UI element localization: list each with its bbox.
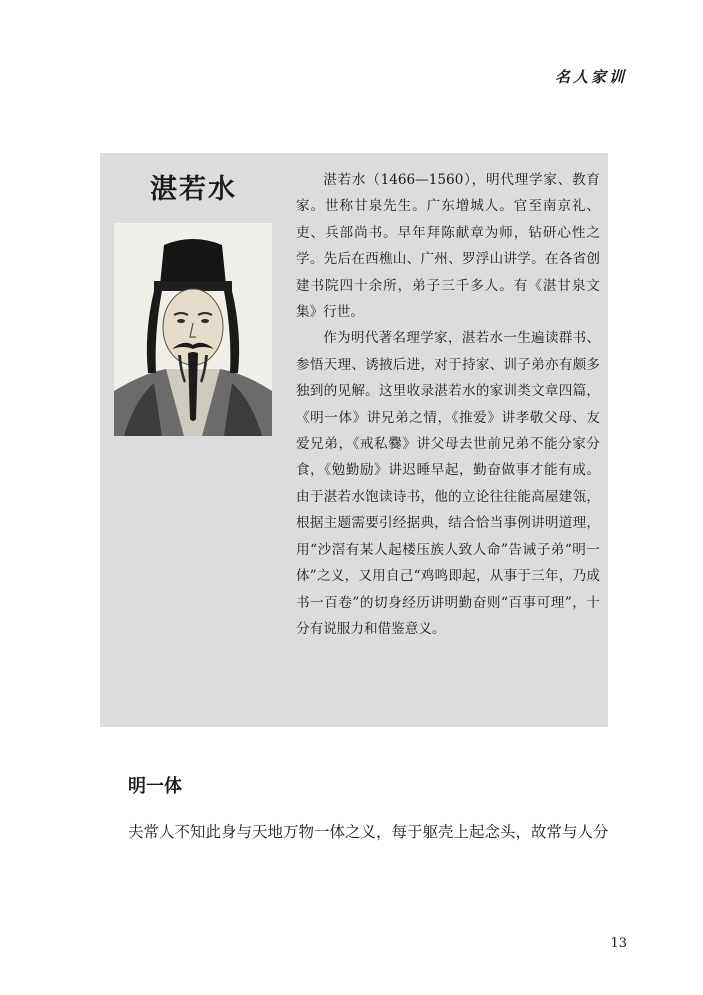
biography-text (296, 167, 600, 642)
bio-paragraph-1: 湛若水（1466—1560），明代理学家、教育家。世称甘泉先生。广东增城人。官至南京礼、吏、兵部尚书。早年拜陈献章为师，钻研心性之学。先后在西樵山、广州、罗浮山讲学。在各省创建书院四十余所，弟子三千多人。有《湛甘泉文集》行世。 (296, 172, 600, 321)
section-title: 明一体 (128, 776, 182, 797)
bio-paragraph-2: 作为明代著名理学家，湛若水一生遍读群书、参悟天理、诱掖后进，对于持家、训子弟亦有颇多独到的见解。这里收录湛若水的家训类文章四篇，《明一体》讲兄弟之情，《推爱》讲孝敬父母、友爱兄弟，《戒私爨》讲父母去世前兄弟不能分家分食，《勉勤励》讲迟睡早起，勤奋做事才能有成。由于湛若水饱读诗书，他的立论往往能高屋建瓴，根据主题需要引经据典，结合恰当事例讲明道理，用“沙滘有某人起楼压族人致人命”告诫子弟“明一体”之义，又用自己“鸡鸣即起，从事于三年，乃成书一百卷”的切身经历讲明勤奋则“百事可理”，十分有说服力和借鉴意义。 (296, 330, 600, 637)
section-body-text: 夫常人不知此身与天地万物一体之义，每于躯壳上起念头，故常与人分 (128, 823, 609, 841)
portrait-image (114, 223, 272, 436)
running-header-book-title: 名人家训 (554, 68, 627, 86)
page-number: 13 (610, 936, 627, 951)
person-name: 湛若水 (150, 174, 237, 205)
